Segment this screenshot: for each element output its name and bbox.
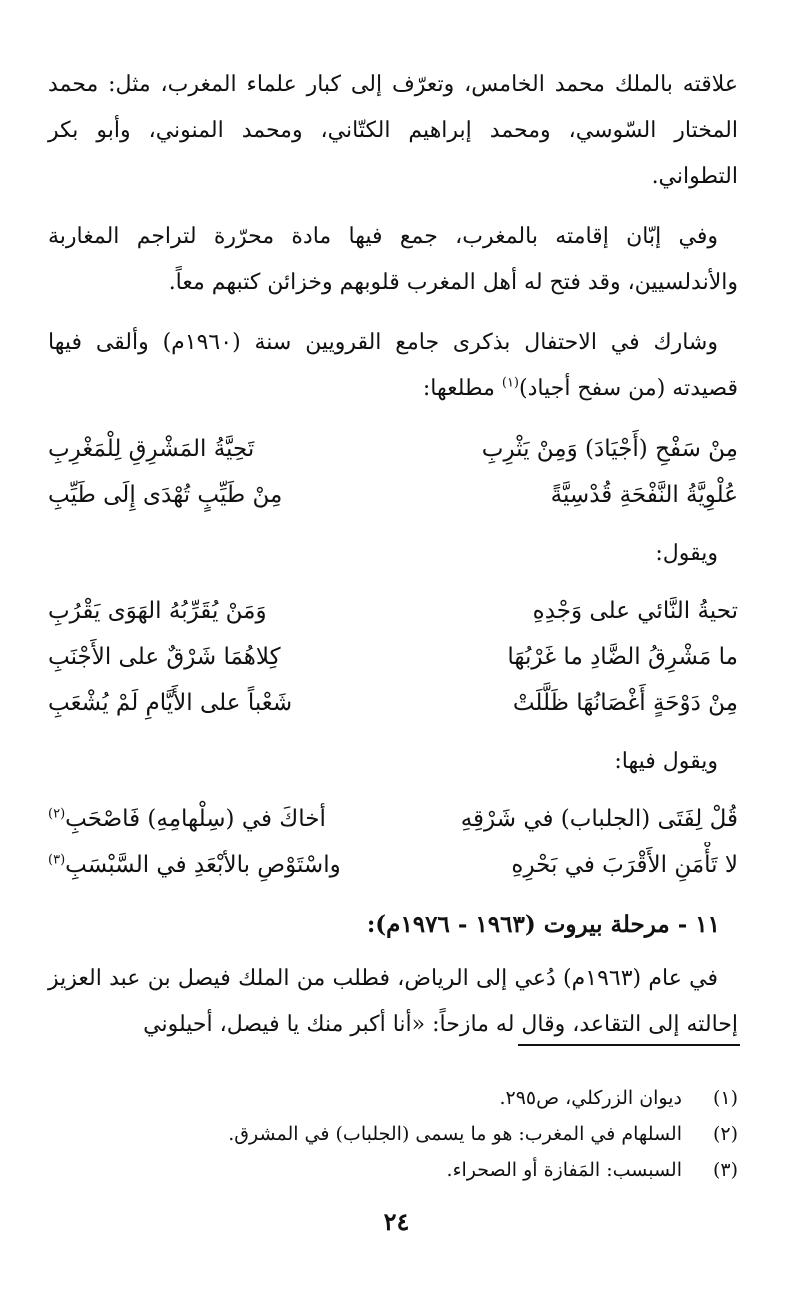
verse-line — [48, 680, 738, 726]
footnote-text: ديوان الزركلي، ص٢٩٥. — [499, 1087, 682, 1109]
verse-second-hemistich — [48, 796, 379, 842]
footnote-item — [48, 1152, 738, 1188]
verse-second-hemistich: كِلاهُمَا شَرْقٌ على الأَجْنَبِ — [48, 644, 281, 670]
verse-line — [48, 634, 738, 680]
verse-line — [48, 842, 738, 888]
verse-second-hemistich: وَمَنْ يُقَرِّبُهُ الهَوَى يَقْرُبِ — [48, 598, 267, 624]
footnote-item — [48, 1080, 738, 1116]
page-body — [48, 62, 738, 1062]
paragraph-4: في عام (١٩٦٣م) دُعي إلى الرياض، فطلب من الملك فيصل بن عبد العزيز إحالته إلى التقاعد، وقال له مازحاً: «أنا أكبر منك يا فيصل، أحيلوني — [48, 966, 738, 1037]
verse-first-hemistich: مِنْ دَوْحَةٍ أَغْصَانُهَا ظَلَّلَتْ — [512, 690, 738, 716]
footnote-ref-3[interactable]: (٣) — [48, 852, 66, 868]
hemistich-text: أخاكَ في (سِلْهامِهِ) فَاصْحَبِ — [65, 806, 326, 832]
footnote-number: (٣) — [712, 1159, 738, 1181]
verse-second-hemistich: مِنْ طَيِّبٍ تُهْدَى إِلَى طَيِّبِ — [48, 482, 283, 508]
poem-2 — [48, 588, 738, 726]
footnote-separator — [518, 1044, 740, 1046]
footnote-text: السبسب: المَفازة أو الصحراء. — [446, 1159, 682, 1181]
poem-3 — [48, 796, 738, 888]
verse-first-hemistich: قُلْ لِفَتَى (الجلباب) في شَرْقِهِ — [460, 806, 738, 832]
footnote-item — [48, 1116, 738, 1152]
footnotes — [48, 1080, 738, 1188]
verse-line — [48, 472, 738, 518]
verse-line — [48, 426, 738, 472]
poem-3-lead: ويقول فيها: — [614, 749, 718, 774]
paragraph-1: علاقته بالملك محمد الخامس، وتعرّف إلى كبار علماء المغرب، مثل: محمد المختار السّوسي، ومحمد إبراهيم الكتّاني، ومحمد المنوني، وأبو بكر التطواني. — [48, 72, 738, 189]
footnote-number: (٢) — [712, 1123, 738, 1145]
verse-first-hemistich: تحيةُ النَّائي على وَجْدِهِ — [532, 598, 738, 624]
verse-first-hemistich: عُلْوِيَّةُ النَّفْحَةِ قُدْسِيَّةً — [550, 482, 738, 508]
verse-first-hemistich: ما مَشْرِقُ الضَّادِ ما غَرْبُهَا — [507, 644, 738, 670]
paragraph-3 — [48, 320, 738, 412]
verse-line — [48, 588, 738, 634]
page-number: ٢٤ — [383, 1207, 410, 1236]
verse-line — [48, 796, 738, 842]
paragraph-3-tail: مطلعها: — [422, 376, 502, 401]
footnote-ref-2[interactable]: (٢) — [48, 806, 66, 822]
verse-second-hemistich — [48, 842, 379, 888]
footnote-number: (١) — [712, 1087, 738, 1109]
hemistich-text: واسْتَوْصِ بالأبْعَدِ في السَّبْسَبِ — [65, 852, 341, 878]
footnote-text: السلهام في المغرب: هو ما يسمى (الجلباب) في المشرق. — [228, 1123, 682, 1145]
verse-first-hemistich: لا تَأْمَنِ الأَقْرَبَ في بَحْرِهِ — [511, 852, 738, 878]
poem-1 — [48, 426, 738, 518]
section-heading: ١١ - مرحلة بيروت (١٩٦٣ - ١٩٧٦م): — [366, 911, 720, 938]
footnote-ref-1[interactable]: (١) — [501, 375, 519, 391]
paragraph-2: وفي إبّان إقامته بالمغرب، جمع فيها مادة محرّرة لتراجم المغاربة والأندلسيين، وقد فتح له أهل المغرب قلوبهم وخزائن كتبهم معاً. — [48, 224, 738, 295]
paragraph-3-text: وشارك في الاحتفال بذكرى جامع القرويين سنة (١٩٦٠م) وألقى فيها قصيدته (من سفح أجياد) — [48, 330, 738, 401]
verse-second-hemistich: تَحِيَّةُ المَشْرِقِ لِلْمَغْرِبِ — [48, 436, 255, 462]
verse-first-hemistich: مِنْ سَفْحِ (أَجْيَادَ) وَمِنْ يَثْرِبِ — [481, 436, 738, 462]
poem-2-lead: ويقول: — [655, 541, 718, 566]
verse-second-hemistich: شَعْباً على الأَيَّامِ لَمْ يُشْعَبِ — [48, 690, 293, 716]
